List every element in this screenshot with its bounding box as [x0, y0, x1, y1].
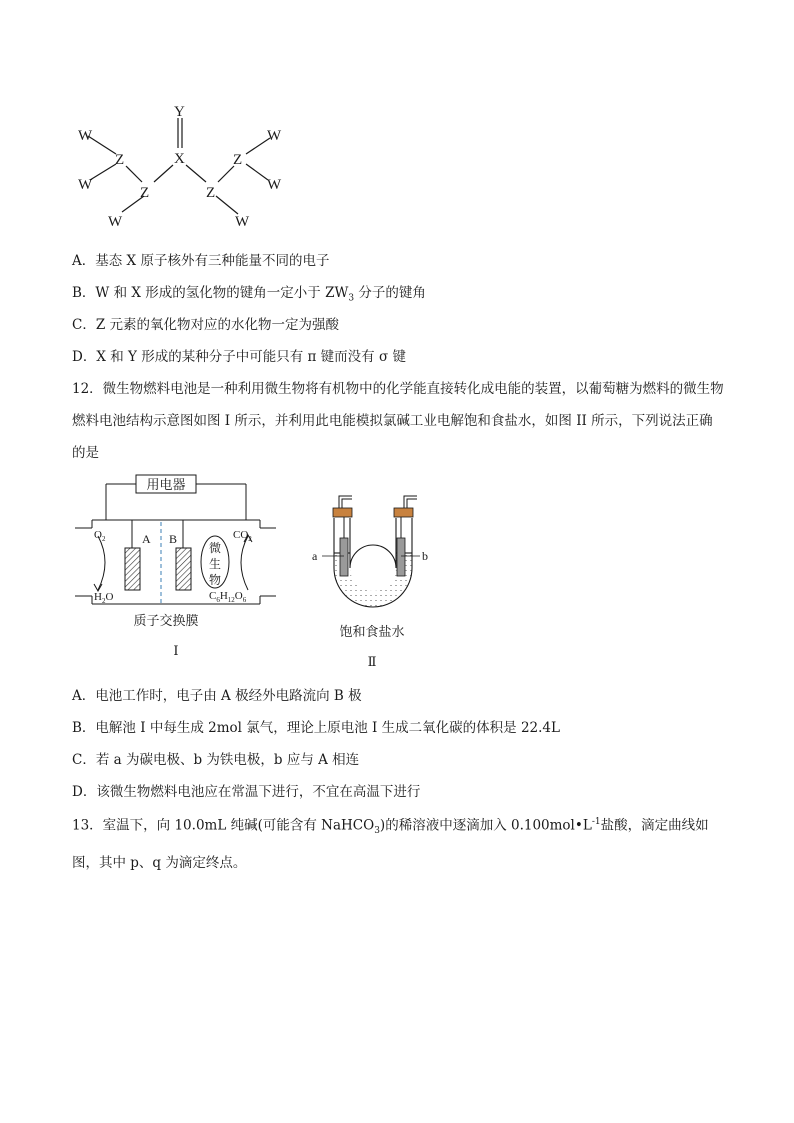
o2-sub: 2 — [101, 535, 106, 543]
o2-main: O — [94, 529, 102, 541]
atom-z-1: Z — [115, 152, 125, 168]
q13-part2: )的稀溶液中逐滴加入 0.100mol•L — [379, 817, 592, 834]
q13-part1: 13．室温下，向 10.0mL 纯碱(可能含有 NaHCO — [72, 817, 375, 834]
label-a: a — [312, 549, 318, 563]
glucose-c: C — [209, 590, 217, 602]
q13-part3: 盐酸，滴定曲线如图，其中 p、q 为滴定终点。 — [72, 817, 709, 872]
figure-2-label: Ⅱ — [367, 654, 377, 668]
h2o-label — [94, 591, 113, 605]
co2-main: CO — [233, 529, 249, 541]
q11-option-c: C．Z 元素的氧化物对应的水化物一定为强酸 — [72, 317, 340, 333]
q11-option-b — [72, 283, 426, 309]
q12-option-a: A．电池工作时，电子由 A 极经外电路流向 B 极 — [72, 688, 362, 704]
label-b: b — [422, 549, 428, 563]
q13-sub: 3 — [374, 826, 380, 837]
atom-z-4: Z — [233, 152, 243, 168]
atom-w-3: W — [108, 214, 123, 230]
electrode-b-label: B — [169, 532, 178, 546]
atom-y: Y — [174, 104, 185, 120]
microbe-char-3: 物 — [208, 573, 222, 587]
q11-option-a: A．基态 X 原子核外有三种能量不同的电子 — [72, 253, 330, 269]
h2o-h: H — [94, 591, 102, 603]
h2o-sub: 2 — [101, 597, 106, 605]
electrode-b — [176, 548, 191, 590]
q11-option-d: D．X 和 Y 形成的某种分子中可能只有 π 键而没有 σ 键 — [72, 349, 406, 365]
glucose-c-sub: 6 — [216, 596, 220, 604]
electrode-a-fig2 — [340, 538, 348, 576]
h2o-o: O — [105, 591, 114, 603]
figure-2-u-tube — [300, 488, 450, 668]
q13-sup: -1 — [591, 817, 601, 827]
o2-label — [94, 529, 106, 543]
q11-option-b-tail: 分子的键角 — [354, 285, 426, 301]
q11-option-b-sub: 3 — [348, 293, 355, 304]
atom-x: X — [174, 151, 185, 167]
microbe-char-2: 生 — [208, 557, 222, 571]
molecule-structure-diagram — [70, 100, 300, 235]
microbe-char-1: 微 — [208, 541, 222, 555]
atom-z-3: Z — [206, 185, 216, 201]
electrode-a-label: A — [142, 532, 151, 546]
atom-w-5: W — [267, 177, 282, 193]
atom-z-2: Z — [140, 185, 150, 201]
glucose-o: O — [234, 590, 243, 602]
solution-label: 饱和食盐水 — [339, 625, 405, 640]
atom-w-6: W — [235, 214, 250, 230]
figure-1-fuel-cell — [70, 472, 280, 672]
q12-stem: 12．微生物燃料电池是一种利用微生物将有机物中的化学能直接转化成电能的装置，以葡萄糖为燃料的微生物燃料电池结构示意图如图 I 所示，并利用此电能模拟氯碱工业电解饱和食盐水，如图 II 所示，下列说法正确的是 — [72, 381, 724, 461]
electrode-b-fig2 — [397, 538, 405, 576]
glucose-label — [209, 590, 247, 604]
q11-option-b-text: B．W 和 X 形成的氢化物的键角一定小于 ZW — [72, 285, 349, 301]
glucose-o-sub: 6 — [242, 596, 247, 604]
device-label: 用电器 — [146, 478, 186, 493]
q12-option-b: B．电解池 I 中每生成 2mol 氯气，理论上原电池 I 生成二氧化碳的体积是 22.4L — [72, 720, 560, 736]
co2-label — [233, 529, 252, 543]
membrane-label: 质子交换膜 — [133, 614, 199, 629]
q12-option-d: D．该微生物燃料电池应在常温下进行，不宜在高温下进行 — [72, 784, 421, 800]
atom-w-4: W — [267, 128, 282, 144]
atom-w-1: W — [78, 128, 93, 144]
q12-option-c: C．若 a 为碳电极、b 为铁电极，b 应与 A 相连 — [72, 752, 360, 768]
q13-stem — [72, 806, 724, 879]
co2-sub: 2 — [248, 535, 252, 543]
glucose-h-sub: 12 — [227, 596, 235, 604]
atom-w-2: W — [78, 177, 93, 193]
figure-1-label: Ⅰ — [173, 643, 179, 658]
electrode-a — [125, 548, 140, 590]
glucose-h: H — [219, 590, 228, 602]
